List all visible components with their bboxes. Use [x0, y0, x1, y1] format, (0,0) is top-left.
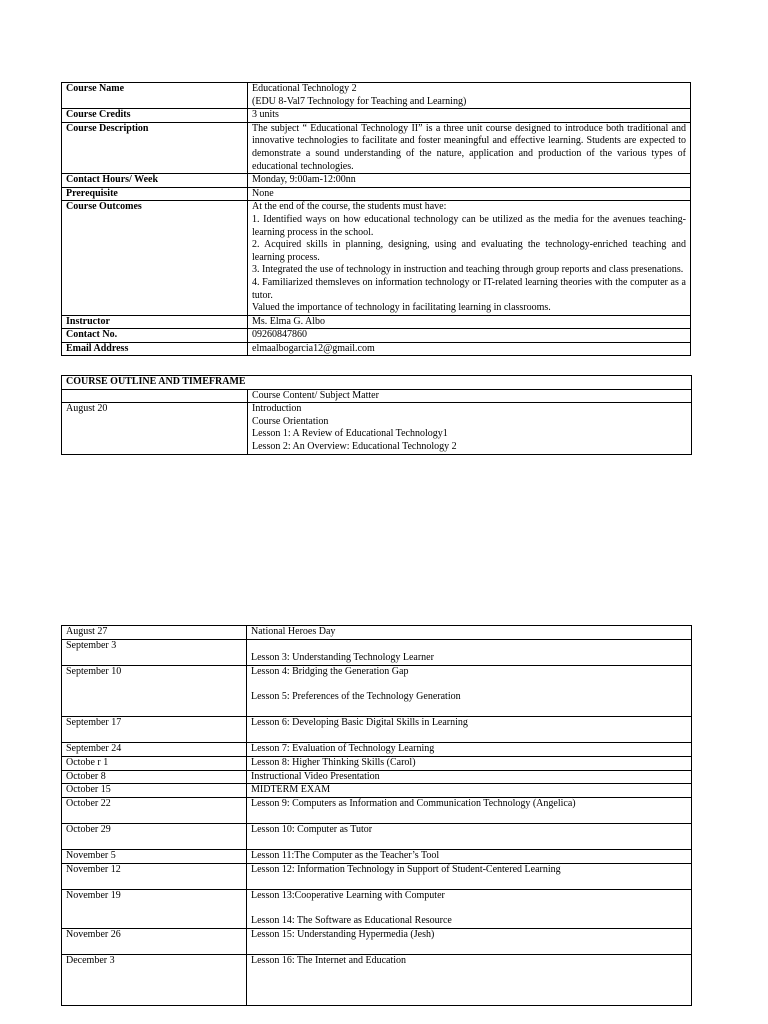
schedule-content — [247, 928, 692, 954]
schedule-row — [62, 797, 692, 823]
course-description-label: Course Description — [62, 122, 248, 173]
schedule-line: Lesson 11:The Computer as the Teacher’s Tool — [251, 850, 440, 862]
schedule-row — [62, 954, 692, 1005]
schedule-line — [251, 876, 687, 889]
schedule-line: Lesson 12: Information Technology in Support of Student-Centered Learning — [251, 863, 561, 875]
row-prerequisite — [62, 187, 691, 201]
schedule-row — [62, 784, 692, 798]
row-contact-hours — [62, 174, 691, 188]
row-course-name — [62, 83, 691, 109]
schedule-line: Lesson 14: The Software as Educational Resource — [251, 915, 452, 927]
schedule-row — [62, 639, 692, 665]
schedule-line — [251, 967, 687, 980]
outcomes-intro: At the end of the course, the students must have: — [252, 201, 447, 213]
instructor-value: Ms. Elma G. Albo — [248, 315, 691, 329]
schedule-line — [251, 837, 687, 850]
schedule-date: September 10 — [62, 665, 247, 716]
course-credits-label: Course Credits — [62, 109, 248, 123]
schedule-line: Lesson 9: Computers as Information and Communication Technology (Angelica) — [251, 797, 576, 809]
schedule-line: Lesson 8: Higher Thinking Skills (Carol) — [251, 756, 416, 768]
schedule-content — [247, 850, 692, 864]
prerequisite-label: Prerequisite — [62, 187, 248, 201]
outline-header-row — [62, 389, 692, 403]
outline-item: Course Orientation — [252, 415, 329, 427]
schedule-date: November 12 — [62, 863, 247, 889]
schedule-content — [247, 717, 692, 743]
outcome-item: 1. Identified ways on how educational technology can be utilized as the media for the avenues teaching-learning process in the school. — [252, 213, 686, 238]
schedule-line: Lesson 6: Developing Basic Digital Skills in Learning — [251, 717, 468, 729]
course-name-value — [248, 83, 691, 109]
schedule-content — [247, 823, 692, 849]
schedule-date: November 5 — [62, 850, 247, 864]
row-email — [62, 342, 691, 356]
outline-content-header: Course Content/ Subject Matter — [248, 389, 692, 403]
outcome-item: 3. Integrated the use of technology in instruction and teaching through group reports and class presenations. — [252, 264, 684, 276]
schedule-row — [62, 850, 692, 864]
schedule-date: September 17 — [62, 717, 247, 743]
schedule-line: Lesson 10: Computer as Tutor — [251, 823, 373, 835]
schedule-content — [247, 784, 692, 798]
contact-hours-label: Contact Hours/ Week — [62, 174, 248, 188]
schedule-date: October 15 — [62, 784, 247, 798]
schedule-date: Octobe r 1 — [62, 756, 247, 770]
schedule-line: National Heroes Day — [251, 626, 336, 637]
schedule-content — [247, 665, 692, 716]
schedule-line — [251, 704, 687, 717]
schedule-line: Instructional Video Presentation — [251, 770, 380, 782]
contact-hours-value: Monday, 9:00am-12:00nn — [248, 174, 691, 188]
schedule-content — [247, 756, 692, 770]
row-course-credits — [62, 109, 691, 123]
schedule-content — [247, 797, 692, 823]
outline-row — [62, 403, 692, 454]
schedule-line: Lesson 5: Preferences of the Technology Generation — [251, 690, 461, 702]
schedule-date: November 19 — [62, 889, 247, 928]
row-course-description — [62, 122, 691, 173]
schedule-row — [62, 889, 692, 928]
schedule-line: Lesson 16: The Internet and Education — [251, 954, 407, 966]
schedule-body — [62, 626, 692, 1006]
outcome-item: Valued the importance of technology in facilitating learning in classrooms. — [252, 302, 551, 314]
email-value: elmaalbogarcia12@gmail.com — [248, 342, 691, 356]
course-outcomes-label: Course Outcomes — [62, 201, 248, 315]
schedule-row — [62, 770, 692, 784]
schedule-content — [247, 743, 692, 757]
outline-title: COURSE OUTLINE AND TIMEFRAME — [62, 376, 692, 390]
schedule-content — [247, 863, 692, 889]
contact-no-value: 09260847860 — [248, 329, 691, 343]
schedule-date: October 8 — [62, 770, 247, 784]
schedule-content — [247, 639, 692, 665]
schedule-date: December 3 — [62, 954, 247, 1005]
schedule-line — [251, 980, 687, 993]
outline-item: Lesson 1: A Review of Educational Technology1 — [252, 428, 448, 440]
schedule-row — [62, 626, 692, 640]
schedule-line — [251, 678, 687, 691]
schedule-date: November 26 — [62, 928, 247, 954]
row-course-outcomes — [62, 201, 691, 315]
schedule-date: October 22 — [62, 797, 247, 823]
schedule-line — [251, 993, 687, 1006]
schedule-content — [247, 954, 692, 1005]
schedule-content — [247, 626, 692, 640]
outcome-item: 2. Acquired skills in planning, designing, using and evaluating the technology-enriched teaching and learning process. — [252, 239, 686, 263]
outline-date: August 20 — [62, 403, 248, 454]
course-credits-value: 3 units — [248, 109, 691, 123]
email-label: Email Address — [62, 342, 248, 356]
schedule-line: Lesson 3: Understanding Technology Learner — [251, 652, 434, 664]
schedule-row — [62, 823, 692, 849]
course-name-line1: Educational Technology 2 — [252, 83, 357, 94]
schedule-row — [62, 743, 692, 757]
schedule-table — [61, 625, 692, 1006]
schedule-line — [251, 730, 687, 743]
schedule-date: August 27 — [62, 626, 247, 640]
prerequisite-value: None — [248, 187, 691, 201]
schedule-row — [62, 928, 692, 954]
course-outline-table — [61, 375, 692, 455]
schedule-line: Lesson 7: Evaluation of Technology Learning — [251, 743, 435, 755]
contact-no-label: Contact No. — [62, 329, 248, 343]
schedule-line: Lesson 15: Understanding Hypermedia (Jesh) — [251, 928, 435, 940]
outline-item: Introduction — [252, 403, 302, 415]
schedule-row — [62, 756, 692, 770]
schedule-date: September 3 — [62, 639, 247, 665]
course-name-line2: (EDU 8-Val7 Technology for Teaching and Learning) — [252, 95, 467, 107]
outcome-item: 4. Familiarized themsleves on information technology or IT-related learning theories with the computer as a tutor. — [252, 276, 686, 301]
schedule-line — [251, 640, 687, 653]
row-instructor — [62, 315, 691, 329]
schedule-line: MIDTERM EXAM — [251, 784, 331, 796]
schedule-row — [62, 665, 692, 716]
schedule-date: October 29 — [62, 823, 247, 849]
schedule-date: September 24 — [62, 743, 247, 757]
course-info-table — [61, 82, 691, 356]
outline-item: Lesson 2: An Overview: Educational Technology 2 — [252, 440, 457, 452]
schedule-line — [251, 902, 687, 915]
outline-title-row — [62, 376, 692, 390]
outline-content — [248, 403, 692, 454]
schedule-row — [62, 717, 692, 743]
course-outcomes-value — [248, 201, 691, 315]
schedule-content — [247, 889, 692, 928]
schedule-line: Lesson 4: Bridging the Generation Gap — [251, 665, 409, 677]
schedule-line — [251, 810, 687, 823]
row-contact-no — [62, 329, 691, 343]
course-name-label: Course Name — [62, 83, 248, 109]
schedule-content — [247, 770, 692, 784]
schedule-line: Lesson 13:Cooperative Learning with Computer — [251, 889, 445, 901]
course-description-value: The subject “ Educational Technology II” is a three unit course designed to introduce both traditional and innovative technologies to facilitate and foster meaningful and effective learning. Students are expected to demonstrate a sound understanding of the nature, application and production of the various types of educational technologies. — [248, 122, 691, 173]
schedule-row — [62, 863, 692, 889]
outline-date-header — [62, 389, 248, 403]
instructor-label: Instructor — [62, 315, 248, 329]
schedule-line — [251, 941, 687, 954]
